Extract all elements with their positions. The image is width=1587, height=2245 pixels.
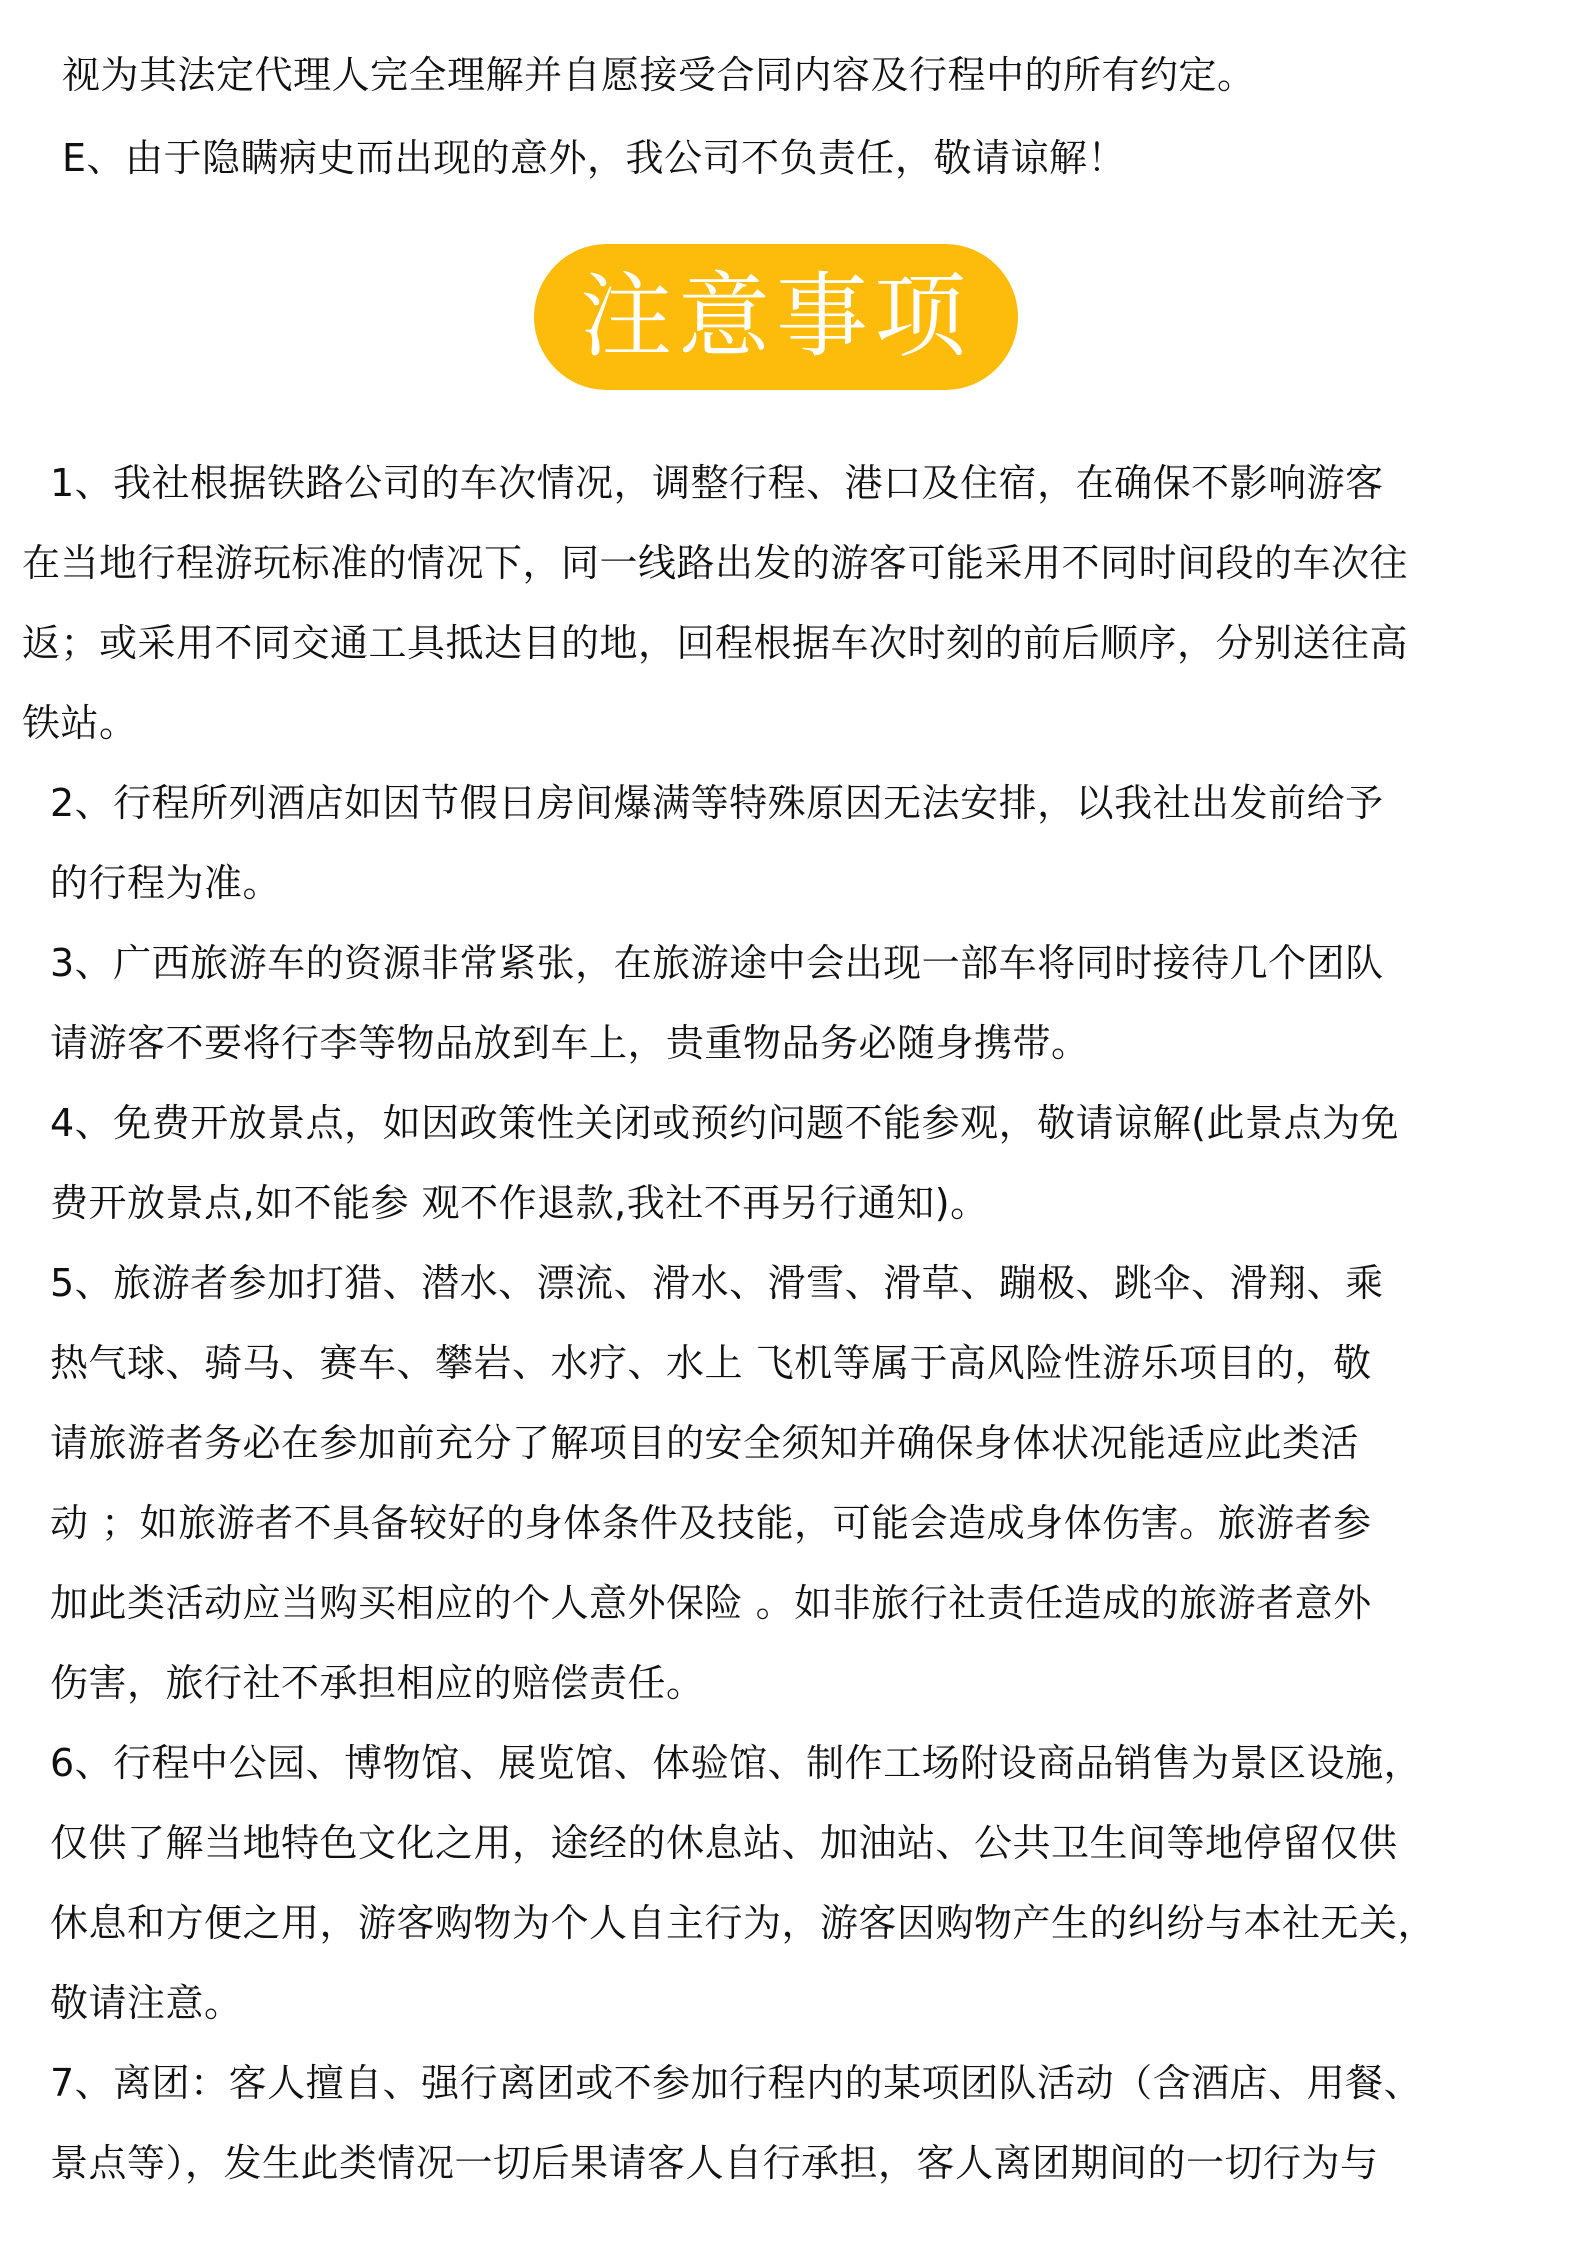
note-7-line-1: 7、离团：客人擅自、强行离团或不参加行程内的某项团队活动（含酒店、用餐、 (50, 2061, 1423, 2105)
note-3-line-2: 请游客不要将行李等物品放到车上，贵重物品务必随身携带。 (50, 1021, 1090, 1065)
note-6-line-4: 敬请注意。 (50, 1981, 243, 2025)
note-1-line-4: 铁站。 (22, 701, 138, 745)
note-5-line-4: 动 ；如旅游者不具备较好的身体条件及技能，可能会造成身体伤害。旅游者参 (50, 1501, 1372, 1545)
note-1-line-1: 1、我社根据铁路公司的车次情况，调整行程、港口及住宿，在确保不影响游客 (50, 461, 1384, 505)
note-6-line-1: 6、行程中公园、博物馆、展览馆、体验馆、制作工场附设商品销售为景区设施， (50, 1741, 1423, 1785)
note-6-line-3: 休息和方便之用，游客购物为个人自主行为，游客因购物产生的纠纷与本社无关， (50, 1901, 1437, 1945)
note-5-line-6: 伤害，旅行社不承担相应的赔偿责任。 (50, 1661, 705, 1705)
note-5-line-5: 加此类活动应当购买相应的个人意外保险 。如非旅行社责任造成的旅游者意外 (50, 1581, 1372, 1625)
note-2-line-1: 2、行程所列酒店如因节假日房间爆满等特殊原因无法安排，以我社出发前给予 (50, 781, 1384, 825)
note-5-line-1: 5、旅游者参加打猎、潜水、漂流、滑水、滑雪、滑草、蹦极、跳伞、滑翔、乘 (50, 1261, 1384, 1305)
section-title-badge (534, 244, 1018, 390)
note-4-line-1: 4、免费开放景点，如因政策性关闭或预约问题不能参观，敬请谅解(此景点为免 (50, 1101, 1400, 1145)
note-3-line-1: 3、广西旅游车的资源非常紧张，在旅游途中会出现一部车将同时接待几个团队 (50, 941, 1384, 985)
note-7-line-2: 景点等），发生此类情况一切后果请客人自行承担，客人离团期间的一切行为与 (50, 2141, 1379, 2185)
note-2-line-2: 的行程为准。 (50, 861, 282, 905)
note-5-line-3: 请旅游者务必在参加前充分了解项目的安全须知并确保身体状况能适应此类活 (50, 1421, 1360, 1465)
note-6-line-2: 仅供了解当地特色文化之用，途经的休息站、加油站、公共卫生间等地停留仅供 (50, 1821, 1398, 1865)
intro-line-2: E、由于隐瞒病史而出现的意外，我公司不负责任，敬请谅解！ (62, 136, 1127, 180)
intro-line-1: 视为其法定代理人完全理解并自愿接受合同内容及行程中的所有约定。 (62, 53, 1256, 97)
note-4-line-2: 费开放景点,如不能参 观不作退款,我社不再另行通知)。 (50, 1181, 989, 1225)
note-5-line-2: 热气球、骑马、赛车、攀岩、水疗、水上 飞机等属于高风险性游乐项目的，敬 (50, 1341, 1372, 1385)
note-1-line-3: 返；或采用不同交通工具抵达目的地，回程根据车次时刻的前后顺序，分别送往高 (22, 621, 1409, 665)
section-title: 注意事项 (579, 263, 972, 370)
note-1-line-2: 在当地行程游玩标准的情况下，同一线路出发的游客可能采用不同时间段的车次往 (22, 541, 1409, 585)
